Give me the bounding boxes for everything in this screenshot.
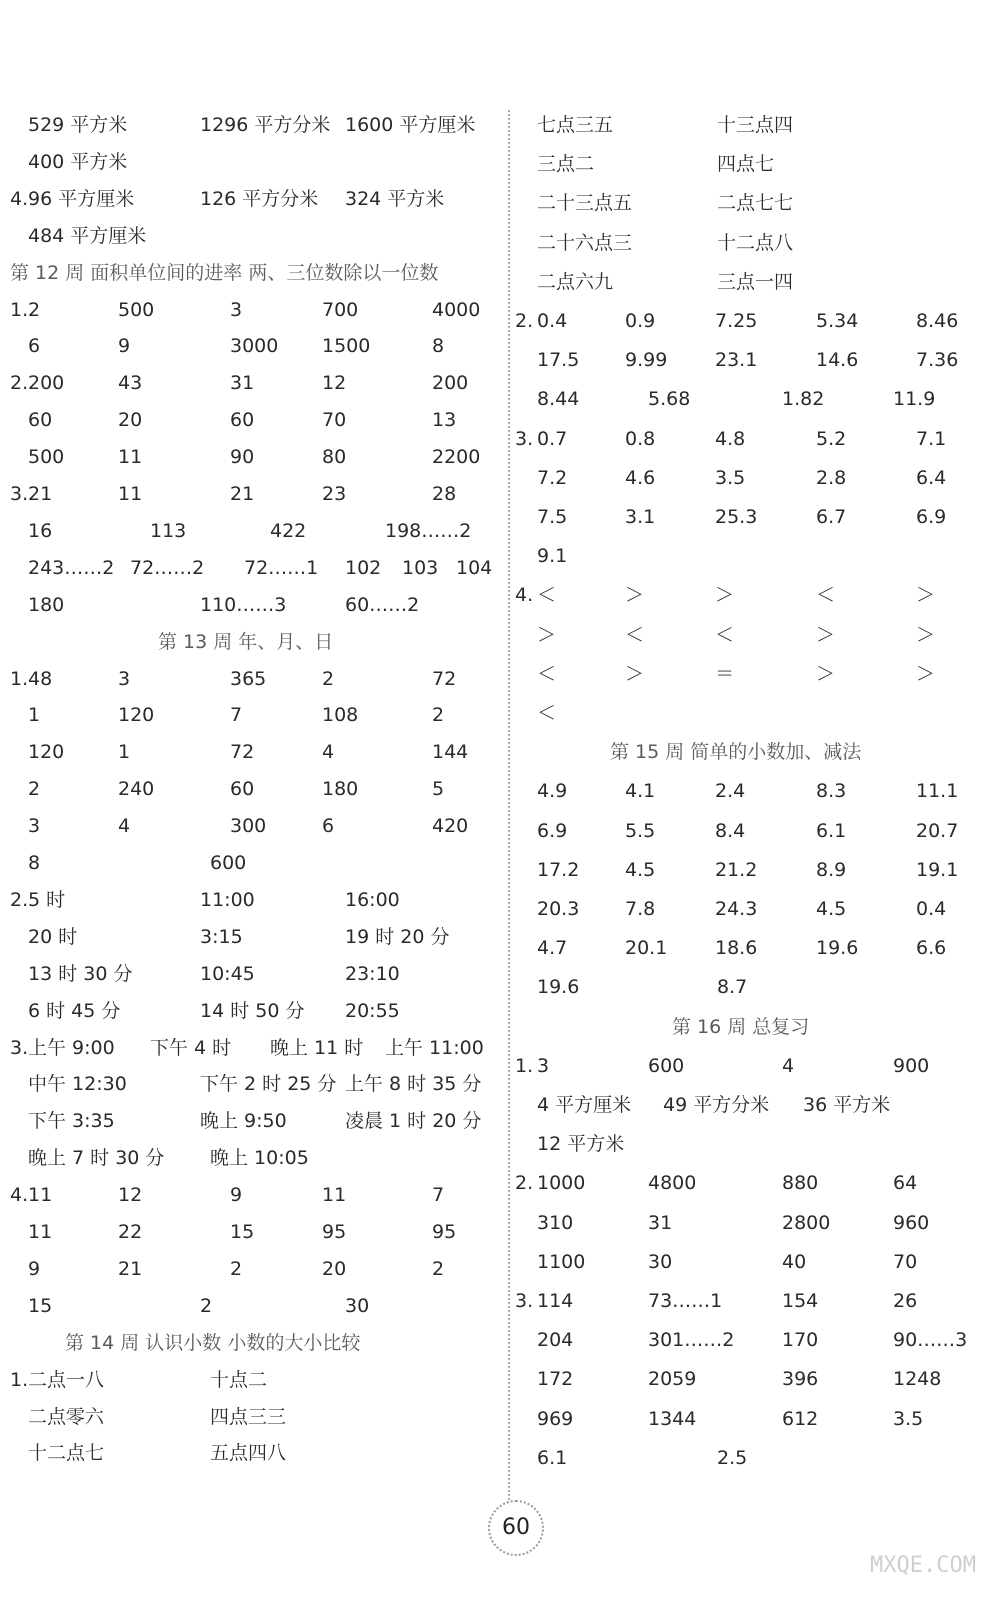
answer-value: 4.1 [625, 780, 656, 803]
answer-value: ＞ [537, 623, 557, 646]
answer-value: 7.36 [916, 349, 959, 372]
answer-value: 13 [432, 409, 457, 432]
section-heading: 第 16 周 总复习 [672, 1015, 810, 1038]
answer-value: 23.1 [715, 349, 758, 372]
answer-value: 9 [230, 1184, 243, 1207]
question-number: 3. [515, 1290, 534, 1312]
answer-value: 7.1 [916, 427, 947, 450]
answer-value: 2059 [648, 1368, 697, 1391]
answer-value: 30 [648, 1250, 673, 1273]
question-number: 3. [10, 1036, 29, 1059]
answer-value: 11 [28, 1184, 53, 1207]
answer-value: 31 [230, 372, 255, 395]
answer-value: 420 [432, 815, 469, 838]
answer-value: 19.6 [816, 937, 859, 960]
answer-value: 28 [432, 483, 457, 505]
answer-value: 晚上 11 时 [270, 1036, 364, 1059]
answer-value: 十点二 [210, 1368, 268, 1391]
answer-value: 12 平方米 [537, 1133, 625, 1156]
answer-value: 2 [28, 778, 41, 801]
answer-value: 0.4 [537, 310, 568, 332]
answer-value: 5.34 [816, 310, 859, 332]
answer-value: 64 [893, 1172, 918, 1195]
answer-value: 8.7 [717, 976, 748, 999]
answer-value: ＞ [816, 623, 836, 646]
answer-value: 十二点七 [28, 1442, 105, 1465]
answer-value: 9.99 [625, 349, 668, 372]
answer-value: 126 平方分米 [200, 187, 319, 210]
answer-value: 中午 12:30 [28, 1073, 127, 1096]
answer-value: 下午 3:35 [28, 1110, 115, 1133]
answer-value: 612 [782, 1407, 819, 1430]
answer-value: 172 [537, 1368, 574, 1391]
answer-value: 422 [270, 519, 307, 542]
section-heading: 第 12 周 面积单位间的进率 两、三位数除以一位数 [10, 261, 439, 284]
answer-value: 19.1 [916, 858, 959, 881]
answer-value: 二点七七 [717, 192, 794, 215]
answer-value: 700 [322, 298, 359, 321]
answer-value: 11 [28, 1221, 53, 1243]
answer-value: 6.6 [916, 937, 947, 960]
answer-value: 1248 [893, 1368, 942, 1391]
answer-value: 20.3 [537, 898, 580, 920]
answer-value: 70 [322, 409, 347, 432]
answer-value: 2.5 [717, 1446, 748, 1469]
answer-value: 1600 平方厘米 [345, 114, 476, 136]
answer-value: 11.1 [916, 780, 959, 803]
answer-value: 7.2 [537, 466, 568, 489]
answer-value: 上午 8 时 35 分 [345, 1073, 482, 1096]
answer-value: 6.7 [816, 506, 847, 528]
answer-value: 72……2 [130, 556, 205, 579]
answer-value: ＜ [816, 584, 836, 607]
answer-value: ＞ [715, 584, 735, 607]
answer-value: ＜ [537, 584, 557, 607]
answer-value: 103 [402, 556, 439, 579]
answer-value: 6.9 [916, 506, 947, 528]
answer-value: 12 [322, 372, 347, 395]
answer-value: 500 [28, 446, 65, 469]
section-heading: 第 14 周 认识小数 小数的大小比较 [65, 1331, 361, 1354]
answer-value: 16 [28, 519, 53, 542]
answer-value: 60 [230, 409, 255, 432]
answer-value: 十三点四 [717, 114, 794, 136]
question-number: 3. [515, 427, 534, 450]
answer-value: 18.6 [715, 937, 758, 960]
answer-value: 23:10 [345, 962, 400, 985]
answer-value: 1296 平方分米 [200, 114, 331, 136]
answer-value: 2800 [782, 1211, 831, 1234]
answer-value: ＞ [916, 623, 936, 646]
answer-value: 144 [432, 741, 469, 764]
answer-value: 9 [28, 1257, 41, 1280]
answer-value: 4.5 [816, 898, 847, 920]
answer-value: 17.5 [537, 349, 580, 372]
answer-value: 198……2 [385, 519, 472, 542]
answer-value: 204 [537, 1329, 574, 1352]
answer-value: 880 [782, 1172, 819, 1195]
answer-value: 26 [893, 1290, 918, 1312]
answer-value: ＜ [625, 623, 645, 646]
answer-value: 20:55 [345, 999, 400, 1022]
answer-value: 2.8 [816, 466, 847, 489]
answer-value: 30 [345, 1294, 370, 1317]
answer-value: 600 [648, 1054, 685, 1077]
answer-value: 二十六点三 [537, 231, 633, 254]
answer-value: 8 [28, 852, 41, 874]
answer-value: 五点四八 [210, 1442, 287, 1465]
answer-value: 4.7 [537, 937, 568, 960]
answer-value: 16:00 [345, 888, 400, 911]
answer-value: 6 时 45 分 [28, 999, 121, 1022]
answer-value: 17.2 [537, 858, 580, 881]
answer-value: 25.3 [715, 506, 758, 528]
answer-value: 200 [28, 372, 65, 395]
answer-value: 396 [782, 1368, 819, 1391]
answer-value: 14.6 [816, 349, 859, 372]
answer-value: 二十三点五 [537, 192, 633, 215]
answer-value: 5.68 [648, 388, 691, 411]
answer-value: 24.3 [715, 898, 758, 920]
answer-value: 7 [432, 1184, 445, 1207]
answer-value: 72 [230, 741, 255, 764]
answer-value: 3 [28, 815, 41, 838]
answer-value: ＞ [916, 662, 936, 685]
answer-value: 154 [782, 1290, 819, 1312]
answer-value: 529 平方米 [28, 114, 128, 136]
answer-value: 6.1 [816, 819, 847, 842]
answer-value: 95 [322, 1221, 347, 1243]
answer-value: 21 [118, 1257, 143, 1280]
answer-value: 1500 [322, 335, 371, 358]
answer-value: 200 [432, 372, 469, 395]
answer-value: ＞ [916, 584, 936, 607]
question-number: 2. [515, 1172, 534, 1195]
answer-value: 4 [782, 1054, 795, 1077]
section-heading: 第 13 周 年、月、日 [158, 630, 334, 653]
answer-value: 15 [230, 1221, 255, 1243]
answer-value: 4 平方厘米 [537, 1094, 632, 1116]
answer-value: 170 [782, 1329, 819, 1352]
answer-value: 6 [28, 335, 41, 358]
answer-value: 下午 4 时 [150, 1036, 232, 1059]
answer-value: 19.6 [537, 976, 580, 999]
answer-value: 180 [322, 778, 359, 801]
answer-value: 90 [230, 446, 255, 469]
answer-value: 13 时 30 分 [28, 962, 133, 985]
answer-value: 114 [537, 1290, 574, 1312]
answer-value: 324 平方米 [345, 187, 445, 210]
answer-value: 2 [200, 1294, 213, 1317]
answer-value: 凌晨 1 时 20 分 [345, 1110, 482, 1133]
answer-value: 8 [432, 335, 445, 358]
answer-value: 3.1 [625, 506, 656, 528]
answer-value: 四点七 [717, 153, 775, 176]
answer-value: 8.4 [715, 819, 746, 842]
answer-value: 60 [28, 409, 53, 432]
answer-value: 11 [322, 1184, 347, 1207]
answer-value: 102 [345, 556, 382, 579]
answer-value: 8.3 [816, 780, 847, 803]
answer-value: 20.7 [916, 819, 959, 842]
question-number: 4. [10, 1184, 29, 1207]
answer-value: 900 [893, 1054, 930, 1077]
answer-value: 484 平方厘米 [28, 224, 147, 247]
answer-value: 4.6 [625, 466, 656, 489]
answer-value: 96 平方厘米 [28, 187, 135, 210]
answer-value: 3 [230, 298, 243, 321]
question-number: 1. [10, 298, 29, 321]
answer-value: 19 时 20 分 [345, 925, 450, 948]
answer-value: 365 [230, 667, 267, 690]
answer-value: 1344 [648, 1407, 697, 1430]
answer-value: 22 [118, 1221, 143, 1243]
answer-value: 23 [322, 483, 347, 505]
question-number: 4. [515, 584, 534, 607]
answer-value: 3 [537, 1054, 550, 1077]
answer-value: 下午 2 时 25 分 [200, 1073, 337, 1096]
answer-value: 3.5 [893, 1407, 924, 1430]
answer-value: 72 [432, 667, 457, 690]
answer-value: 2 [28, 298, 41, 321]
answer-value: 1000 [537, 1172, 586, 1195]
answer-value: 1100 [537, 1250, 586, 1273]
answer-value: 11.9 [893, 388, 936, 411]
answer-value: 2.4 [715, 780, 746, 803]
answer-value: 600 [210, 852, 247, 874]
question-number: 1. [515, 1054, 534, 1077]
answer-value: 73……1 [648, 1290, 723, 1312]
answer-value: 10:45 [200, 962, 255, 985]
answer-value: 95 [432, 1221, 457, 1243]
answer-value: 8.9 [816, 858, 847, 881]
answer-value: 十二点八 [717, 231, 794, 254]
answer-value: 二点一八 [28, 1368, 105, 1391]
answer-value: 11 [118, 446, 143, 469]
answer-value: 4 [322, 741, 335, 764]
answer-value: 400 平方米 [28, 150, 128, 173]
answer-value: 7.8 [625, 898, 656, 920]
answer-value: 60……2 [345, 593, 420, 616]
question-number: 1. [10, 1368, 29, 1391]
answer-value: 2200 [432, 446, 481, 469]
answer-value: ＜ [537, 702, 557, 724]
answer-value: 4.8 [715, 427, 746, 450]
answer-value: 120 [118, 704, 155, 727]
answer-value: 180 [28, 593, 65, 616]
answer-value: ＞ [625, 662, 645, 685]
answer-value: 1 [28, 704, 41, 727]
answer-value: 9 [118, 335, 131, 358]
answer-value: 6.4 [916, 466, 947, 489]
answer-value: 四点三三 [210, 1405, 287, 1428]
answer-value: 上午 11:00 [385, 1036, 484, 1059]
answer-value: 113 [150, 519, 187, 542]
answer-value: 240 [118, 778, 155, 801]
answer-value: 4800 [648, 1172, 697, 1195]
answer-value: ＜ [715, 623, 735, 646]
answer-value: 72……1 [244, 556, 319, 579]
answer-value: 晚上 10:05 [210, 1147, 309, 1170]
answer-value: 300 [230, 815, 267, 838]
answer-value: 二点六九 [537, 270, 614, 293]
answer-value: 5.5 [625, 819, 656, 842]
answer-value: 70 [893, 1250, 918, 1273]
answer-value: 7 [230, 704, 243, 727]
answer-value: 2 [322, 667, 335, 690]
answer-value: 15 [28, 1294, 53, 1317]
answer-value: 6.9 [537, 819, 568, 842]
answer-value: 2 [432, 1257, 445, 1280]
answer-value: 48 [28, 667, 53, 690]
answer-value: 49 平方分米 [663, 1094, 770, 1116]
answer-value: 2 [230, 1257, 243, 1280]
answer-value: 11:00 [200, 888, 255, 911]
answer-value: 5 [432, 778, 445, 801]
answer-value: ＞ [625, 584, 645, 607]
question-number: 4. [10, 187, 29, 210]
answer-value: 0.8 [625, 427, 656, 450]
answer-value: 14 时 50 分 [200, 999, 305, 1022]
answer-value: 0.7 [537, 427, 568, 450]
watermark: MXQE.COM [870, 1553, 976, 1578]
answer-value: 4000 [432, 298, 481, 321]
question-number: 2. [10, 888, 29, 911]
answer-value: 110……3 [200, 593, 287, 616]
answer-value: 3:15 [200, 925, 243, 948]
answer-value: 969 [537, 1407, 574, 1430]
page-number: 60 [488, 1500, 544, 1556]
answer-value: 3000 [230, 335, 279, 358]
answer-value: 243……2 [28, 556, 115, 579]
answer-value: 1.82 [782, 388, 825, 411]
section-heading: 第 15 周 简单的小数加、减法 [610, 741, 862, 764]
answer-value: 21 [28, 483, 53, 505]
answer-value: 7.25 [715, 310, 758, 332]
answer-value: 36 平方米 [803, 1094, 891, 1116]
answer-value: 310 [537, 1211, 574, 1234]
answer-value: 8.46 [916, 310, 959, 332]
answer-value: 108 [322, 704, 359, 727]
answer-value: 960 [893, 1211, 930, 1234]
question-number: 3. [10, 483, 29, 505]
answer-value: 1 [118, 741, 131, 764]
answer-value: ＜ [537, 662, 557, 685]
answer-value: 0.4 [916, 898, 947, 920]
answer-value: 20 [118, 409, 143, 432]
answer-value: ＞ [816, 662, 836, 685]
answer-value: 104 [456, 556, 493, 579]
answer-value: 12 [118, 1184, 143, 1207]
answer-value: 21 [230, 483, 255, 505]
answer-value: 11 [118, 483, 143, 505]
question-number: 2. [10, 372, 29, 395]
answer-value: 0.9 [625, 310, 656, 332]
answer-value: 晚上 7 时 30 分 [28, 1147, 165, 1170]
answer-value: 三点一四 [717, 270, 794, 293]
answer-value: 4 [118, 815, 131, 838]
answer-value: 21.2 [715, 858, 758, 881]
answer-value: 4.9 [537, 780, 568, 803]
answer-value: 60 [230, 778, 255, 801]
answer-value: 20 [322, 1257, 347, 1280]
answer-value: 5.2 [816, 427, 847, 450]
answer-value: 43 [118, 372, 143, 395]
answer-value: 6.1 [537, 1446, 568, 1469]
answer-value: 20 时 [28, 925, 78, 948]
answer-value: 4.5 [625, 858, 656, 881]
column-divider [508, 110, 510, 1500]
answer-value: 40 [782, 1250, 807, 1273]
answer-value: 2 [432, 704, 445, 727]
answer-value: 20.1 [625, 937, 668, 960]
answer-value: 三点二 [537, 153, 595, 176]
answer-value: 二点零六 [28, 1405, 105, 1428]
answer-value: 5 时 [28, 888, 66, 911]
answer-value: 7.5 [537, 506, 568, 528]
answer-value: 80 [322, 446, 347, 469]
answer-value: 90……3 [893, 1329, 968, 1352]
answer-value: 上午 9:00 [28, 1036, 115, 1059]
answer-value: 七点三五 [537, 114, 614, 136]
answer-value: 3 [118, 667, 131, 690]
answer-value: 8.44 [537, 388, 580, 411]
answer-value: 31 [648, 1211, 673, 1234]
answer-value: 301……2 [648, 1329, 735, 1352]
answer-value: ＝ [715, 662, 735, 685]
answer-value: 500 [118, 298, 155, 321]
answer-value: 6 [322, 815, 335, 838]
answer-value: 9.1 [537, 545, 568, 568]
answer-value: 120 [28, 741, 65, 764]
answer-value: 晚上 9:50 [200, 1110, 287, 1133]
answer-value: 3.5 [715, 466, 746, 489]
question-number: 2. [515, 310, 534, 332]
question-number: 1. [10, 667, 29, 690]
